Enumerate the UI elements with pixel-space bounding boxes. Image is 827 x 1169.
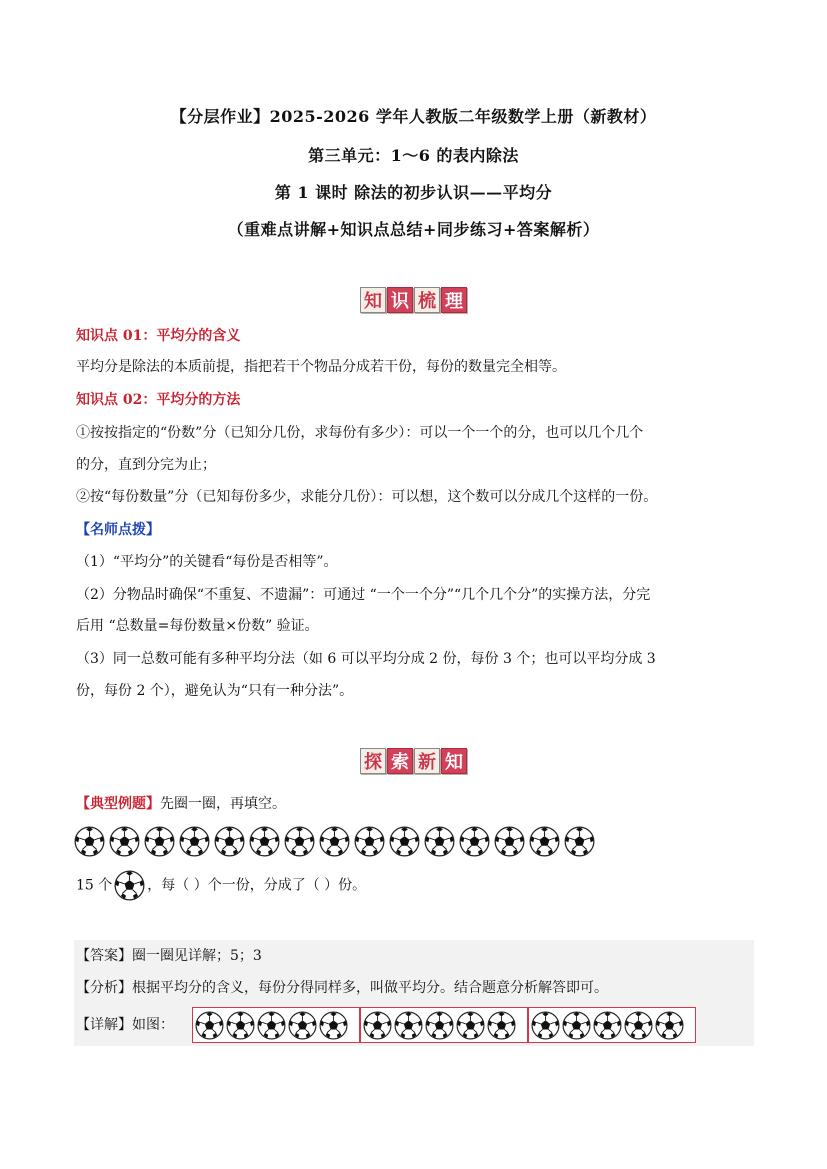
soccer-ball-icon [257,1011,286,1040]
soccer-ball-icon [424,826,455,857]
soccer-ball-icon [284,826,315,857]
question-prefix: 15 个 [76,877,113,894]
analysis-label: 【分析】 [76,980,132,996]
soccer-ball-icon [114,870,145,901]
ball-group-box [360,1007,528,1043]
kp1-title: 知识点 01：平均分的含义 [76,328,241,344]
detail-line [76,1016,174,1034]
teacher-tip-title: 【名师点拨】 [76,522,160,538]
badge-char: 探 [360,748,386,774]
badge-char: 识 [387,287,413,313]
detail-text: 如图： [132,1017,174,1033]
analysis-line [76,979,608,997]
soccer-ball-icon [394,1011,423,1040]
soccer-ball-icon [425,1011,454,1040]
soccer-ball-icon [487,1011,516,1040]
tip-line: 后用 “总数量=每份数量×份数” 验证。 [76,618,319,634]
ball-group-box [192,1007,360,1043]
tip-line: （2）分物品时确保“不重复、不遗漏”：可通过 “一个一个分”“几个几个分”的实操方法，分完 [76,587,651,603]
question-suffix: ，每（ ）个一份，分成了（ ）份。 [147,877,367,894]
soccer-ball-icon [531,1011,560,1040]
soccer-ball-icon [179,826,210,857]
soccer-ball-icon [624,1011,653,1040]
badge-char: 新 [414,748,440,774]
fill-blank-question [76,870,366,902]
doc-title: 【分层作业】2025-2026 学年人教版二年级数学上册（新教材） [170,107,657,126]
kp2-title: 知识点 02：平均分的方法 [76,392,241,408]
analysis-text: 根据平均分的含义，每份分得同样多，叫做平均分。结合题意分析解答即可。 [132,980,608,996]
soccer-ball-icon [389,826,420,857]
unit-title: 第三单元：1～6 的表内除法 [308,146,519,165]
tip-line: （3）同一总数可能有多种平均分法（如 6 可以平均分成 2 份，每份 3 个；也可以平均分成 3 [76,651,656,667]
badge-char: 索 [387,748,413,774]
soccer-ball-icon [144,826,175,857]
soccer-ball-icon [109,826,140,857]
tip-line: （1）“平均分”的关键看“每份是否相等”。 [76,554,338,570]
example-text: 先圈一圈，再填空。 [160,796,286,812]
soccer-ball-icon [459,826,490,857]
badge-char: 知 [441,748,467,774]
detail-label: 【详解】 [76,1017,132,1033]
kp2-line: ②按“每份数量”分（已知每份多少，求能分几份）：可以想，这个数可以分成几个这样的一份。 [76,489,658,505]
knowledge-summary-badge [360,287,467,313]
soccer-ball-icon [363,1011,392,1040]
soccer-ball-icon [195,1011,224,1040]
answer-text: 圈一圈见详解；5；3 [132,948,262,964]
soccer-ball-icon [655,1011,684,1040]
kp2-line: ①按按指定的“份数”分（已知分几份，求每份有多少）：可以一个一个的分，也可以几个几个 [76,425,644,441]
tip-line: 份，每份 2 个），避免认为“只有一种分法”。 [76,683,354,699]
explore-new-badge [360,748,467,774]
badge-char: 知 [360,287,386,313]
answer-line [76,947,262,965]
badge-char: 理 [441,287,467,313]
soccer-ball-icon [529,826,560,857]
example-label: 【典型例题】 [76,796,160,812]
subtitle: （重难点讲解+知识点总结+同步练习+答案解析） [227,220,600,239]
kp1-text: 平均分是除法的本质前提，指把若干个物品分成若干份，每份的数量完全相等。 [76,359,566,375]
lesson-title: 第 1 课时 除法的初步认识——平均分 [274,183,553,202]
soccer-ball-icon [354,826,385,857]
soccer-ball-icon [562,1011,591,1040]
ball-group-box [528,1007,696,1043]
soccer-ball-icon [249,826,280,857]
answer-label: 【答案】 [76,948,132,964]
soccer-ball-icon [74,826,105,857]
soccer-ball-icon [319,826,350,857]
badge-char: 梳 [414,287,440,313]
soccer-ball-icon [456,1011,485,1040]
example-prompt [76,795,286,813]
ball-row [74,826,595,857]
soccer-ball-icon [288,1011,317,1040]
soccer-ball-icon [593,1011,622,1040]
kp2-line: 的分，直到分完为止； [76,457,216,473]
soccer-ball-icon [319,1011,348,1040]
soccer-ball-icon [564,826,595,857]
soccer-ball-icon [214,826,245,857]
soccer-ball-icon [226,1011,255,1040]
soccer-ball-icon [494,826,525,857]
